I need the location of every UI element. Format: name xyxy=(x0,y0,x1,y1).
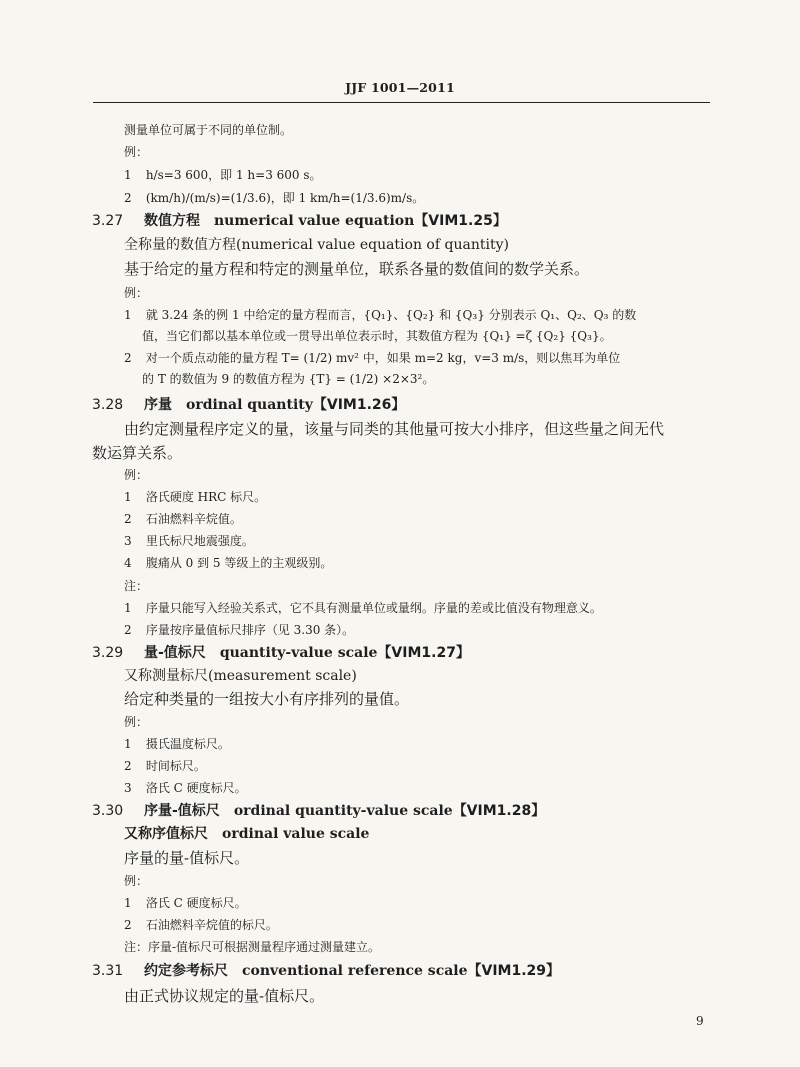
item-text: 洛氏 C 硬度标尺。 xyxy=(145,896,247,910)
term-heading xyxy=(92,394,405,414)
alias-en: ordinal value scale xyxy=(222,826,370,842)
item-text-continued: 的 T 的数值为 9 的数值方程为 {T} = (1/2) ×2×3²。 xyxy=(142,372,435,386)
term-heading xyxy=(92,800,545,820)
term-heading xyxy=(92,960,560,980)
example-label: 例： xyxy=(124,286,149,300)
item-text: 腹痛从 0 到 5 等级上的主观级别。 xyxy=(145,556,333,570)
example-item xyxy=(124,916,278,933)
example-item xyxy=(124,306,636,323)
example-label: 例： xyxy=(124,468,149,482)
item-text-continued: 值，当它们都以基本单位或一贯导出单位表示时，其数值方程为 {Q₁} =ζ {Q₂} {Q₃}。 xyxy=(142,329,612,343)
vim-reference: 【VIM1.25】 xyxy=(414,213,507,229)
term-zh: 量-值标尺 xyxy=(144,645,206,661)
example-label: 例： xyxy=(124,145,149,159)
item-number: 2 xyxy=(124,623,132,637)
example-item xyxy=(124,554,332,571)
example-item xyxy=(124,488,266,505)
item-number: 2 xyxy=(124,918,132,932)
term-number: 3.30 xyxy=(92,803,124,819)
page-number: 9 xyxy=(696,1014,704,1028)
note-item xyxy=(124,599,602,616)
term-number: 3.29 xyxy=(92,645,124,661)
term-number: 3.31 xyxy=(92,963,124,979)
item-text: 洛氏硬度 HRC 标尺。 xyxy=(145,490,267,504)
term-note: 注：序量-值标尺可根据测量程序通过测量建立。 xyxy=(124,940,381,954)
term-definition: 给定种类量的一组按大小有序排列的量值。 xyxy=(124,690,410,708)
item-number: 1 xyxy=(124,168,132,182)
example-label: 例： xyxy=(124,874,149,888)
term-definition: 由正式协议规定的量-值标尺。 xyxy=(124,987,325,1005)
term-en: conventional reference scale xyxy=(242,963,468,979)
item-number: 1 xyxy=(124,490,132,504)
term-zh: 序量-值标尺 xyxy=(144,803,220,819)
item-number: 2 xyxy=(124,759,132,773)
term-alias: 全称量的数值方程(numerical value equation of quantity) xyxy=(124,237,509,253)
note-label: 注： xyxy=(124,579,149,593)
term-en: numerical value equation xyxy=(214,213,415,229)
example-item xyxy=(124,779,247,796)
vim-reference: 【VIM1.27】 xyxy=(377,645,470,661)
term-en: quantity-value scale xyxy=(219,645,378,661)
example-item xyxy=(124,532,254,549)
item-number: 1 xyxy=(124,308,132,322)
item-number: 1 xyxy=(124,601,132,615)
item-number: 2 xyxy=(124,191,132,205)
term-zh: 数值方程 xyxy=(144,213,200,229)
item-number: 1 xyxy=(124,737,132,751)
example-item xyxy=(124,757,206,774)
term-definition: 基于给定的量方程和特定的测量单位，联系各量的数值间的数学关系。 xyxy=(124,260,590,278)
item-text: 就 3.24 条的例 1 中给定的量方程而言，{Q₁}、{Q₂} 和 {Q₃} 分别表示 Q₁、Q₂、Q₃ 的数 xyxy=(145,308,637,322)
example-item xyxy=(124,349,620,366)
item-number: 2 xyxy=(124,351,132,365)
vim-reference: 【VIM1.28】 xyxy=(452,803,546,819)
term-alias xyxy=(124,823,369,843)
example-item xyxy=(124,189,424,206)
item-number: 4 xyxy=(124,556,132,570)
item-number: 2 xyxy=(124,512,132,526)
term-number: 3.28 xyxy=(92,397,124,413)
term-number: 3.27 xyxy=(92,213,124,229)
item-text: 洛氏 C 硬度标尺。 xyxy=(145,781,247,795)
item-text: 序量只能写入经验关系式，它不具有测量单位或量纲。序量的差或比值没有物理意义。 xyxy=(145,601,602,615)
item-text: (km/h)/(m/s)=(1/3.6)，即 1 km/h=(1/3.6)m/s。 xyxy=(145,191,425,205)
running-header: JJF 1001—2011 xyxy=(345,80,455,95)
example-item xyxy=(124,510,242,527)
item-number: 3 xyxy=(124,534,132,548)
term-zh: 约定参考标尺 xyxy=(144,963,228,979)
example-label: 例： xyxy=(124,715,149,729)
note-item xyxy=(124,621,354,638)
item-text: 石油燃料辛烷值。 xyxy=(145,512,242,526)
term-heading xyxy=(92,210,507,230)
item-text: 里氏标尺地震强度。 xyxy=(145,534,254,548)
alias-zh: 又称序值标尺 xyxy=(124,826,208,842)
term-alias: 又称测量标尺(measurement scale) xyxy=(124,668,357,684)
vim-reference: 【VIM1.26】 xyxy=(312,397,406,413)
term-zh: 序量 xyxy=(144,397,172,413)
header-rule xyxy=(93,102,710,103)
vim-reference: 【VIM1.29】 xyxy=(467,963,561,979)
item-number: 1 xyxy=(124,896,132,910)
term-definition: 由约定测量程序定义的量，该量与同类的其他量可按大小排序，但这些量之间无代 xyxy=(124,420,665,438)
term-en: ordinal quantity-value scale xyxy=(233,803,453,819)
term-heading xyxy=(92,642,470,662)
item-text: h/s=3 600，即 1 h=3 600 s。 xyxy=(145,168,322,182)
item-text: 时间标尺。 xyxy=(145,759,206,773)
term-en: ordinal quantity xyxy=(186,397,313,413)
example-item xyxy=(124,166,322,183)
item-number: 3 xyxy=(124,781,132,795)
term-definition-continued: 数运算关系。 xyxy=(92,444,183,462)
item-text: 石油燃料辛烷值的标尺。 xyxy=(145,918,278,932)
item-text: 摄氏温度标尺。 xyxy=(145,737,230,751)
item-text: 对一个质点动能的量方程 T= (1/2) mv² 中，如果 m=2 kg，v=3 m/s，则以焦耳为单位 xyxy=(145,351,621,365)
item-text: 序量按序量值标尺排序（见 3.30 条）。 xyxy=(145,623,355,637)
continuation-text: 测量单位可属于不同的单位制。 xyxy=(124,123,293,137)
term-definition: 序量的量-值标尺。 xyxy=(124,849,250,867)
example-item xyxy=(124,894,247,911)
example-item xyxy=(124,735,230,752)
